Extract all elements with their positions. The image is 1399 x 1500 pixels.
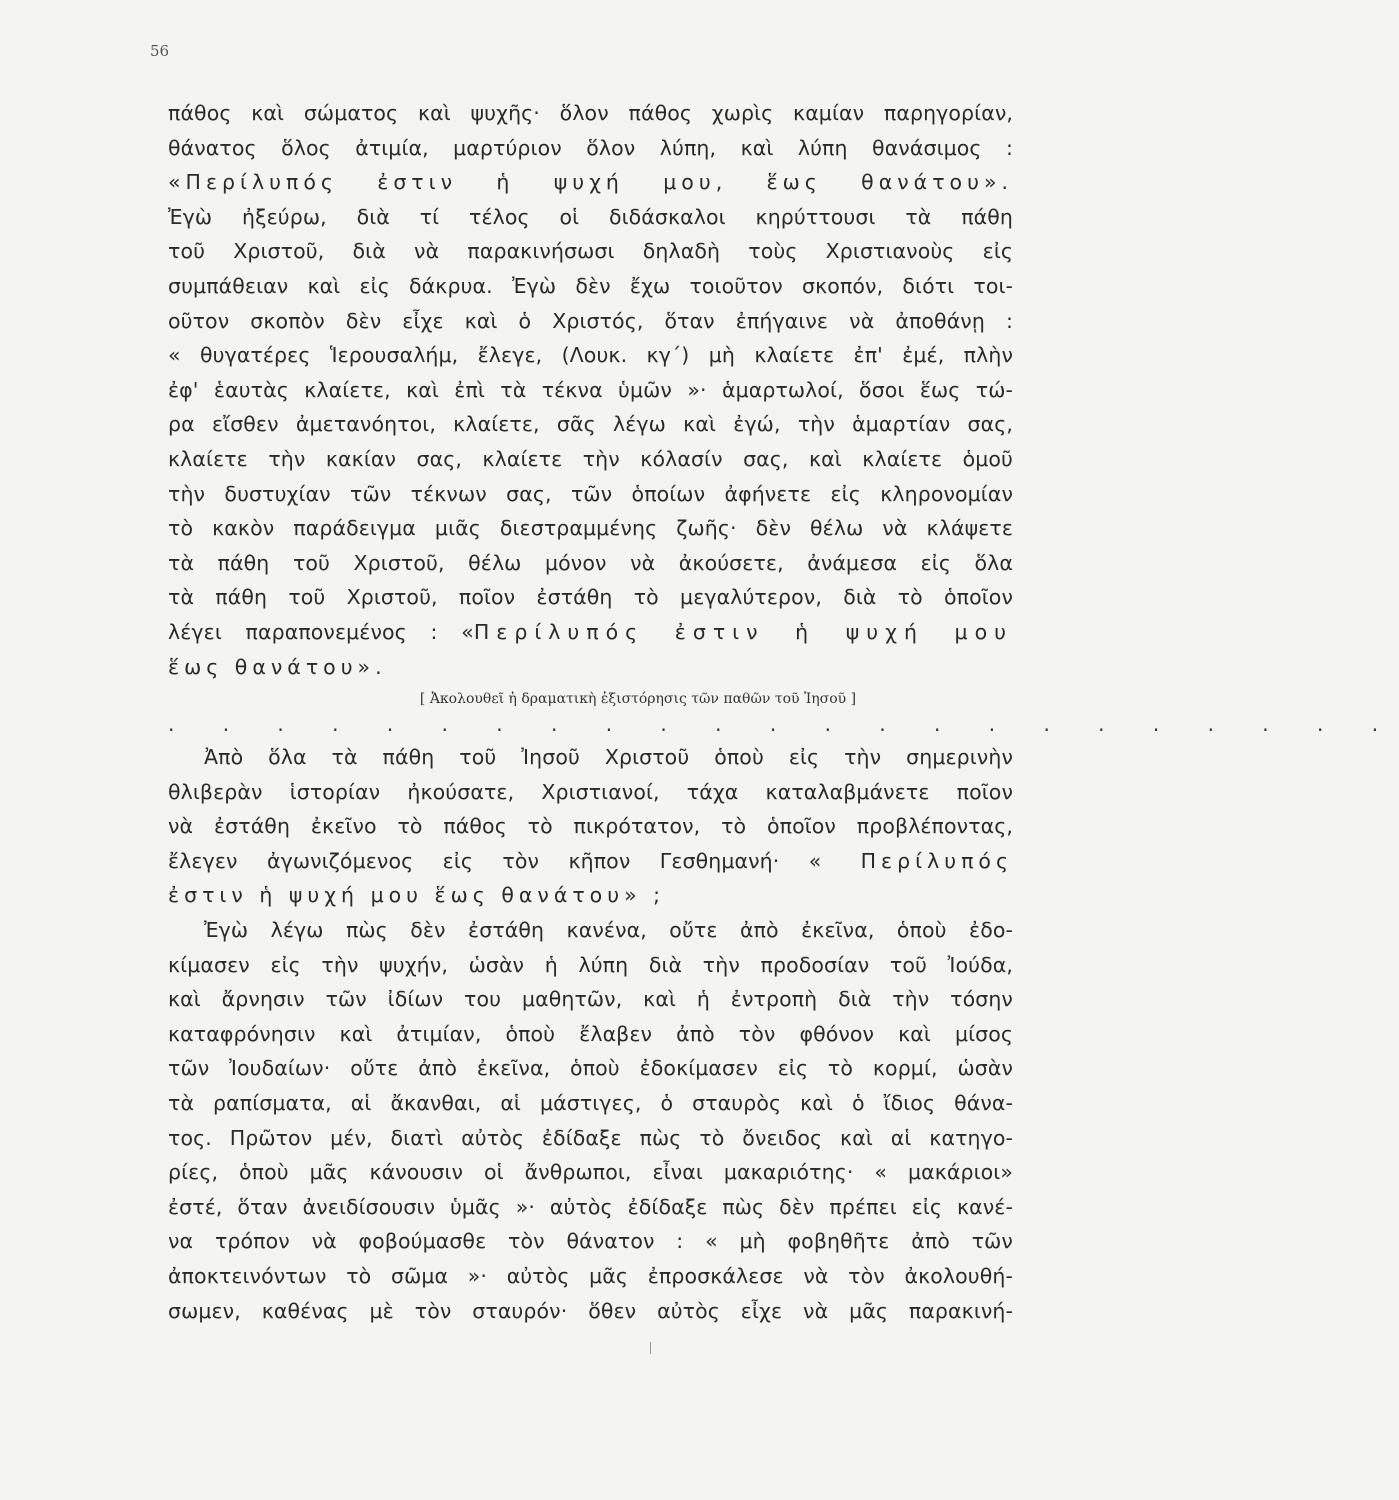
- text-line: σωμεν, καθένας μὲ τὸν σταυρόν· ὅθεν αὐτὸς εἶχε νὰ μᾶς παρακινή-: [168, 1298, 1013, 1323]
- text-line: τὰ πάθη τοῦ Χριστοῦ, θέλω μόνον νὰ ἀκούσετε, ἀνάμεσα εἰς ὅλα: [168, 550, 1013, 575]
- text-line: πάθος καὶ σώματος καὶ ψυχῆς· ὅλον πάθος χωρὶς καμίαν παρηγορίαν,: [168, 101, 1013, 125]
- text-line: τὴν δυστυχίαν τῶν τέκνων σας, τῶν ὁποίων ἀφήνετε εἰς κληρονομίαν: [168, 481, 1013, 506]
- text-line: « θυγατέρες Ἱερουσαλήμ, ἔλεγε, (Λουκ. κγ΄) μὴ κλαίετε ἐπ' ἐμέ, πλὴν: [168, 343, 1013, 368]
- text-line: καὶ ἄρνησιν τῶν ἰδίων του μαθητῶν, καὶ ἡ ἐντροπὴ διὰ τὴν τόσην: [168, 987, 1013, 1012]
- text-line: [168, 844, 1013, 879]
- text-line: ἀποκτεινόντων τὸ σῶμα »· αὐτὸς μᾶς ἐπροσκάλεσε νὰ τὸν ἀκολουθή-: [168, 1264, 1013, 1288]
- text-line: τὰ ραπίσματα, αἱ ἄκανθαι, αἱ μάστιγες, ὁ σταυρὸς καὶ ὁ ἴδιος θάνα-: [168, 1091, 1013, 1116]
- text-line: οῦτον σκοπὸν δὲν εἶχε καὶ ὁ Χριστός, ὅταν ἐπήγαινε νὰ ἀποθάνῃ :: [168, 308, 1013, 333]
- text-line: «Περίλυπός ἐστιν ἡ ψυχή μου, ἕως θανάτου».: [168, 170, 1013, 195]
- text-line: να τρόπον νὰ φοβούμασθε τὸν θάνατον : « μὴ φοβηθῆτε ἀπὸ τῶν: [168, 1229, 1013, 1254]
- text-line: ρίες, ὁποὺ μᾶς κάνουσιν οἱ ἄνθρωποι, εἶναι μακαριότης· « μακάριοι»: [168, 1160, 1013, 1185]
- ellipsis-dots: . . . . . . . . . . . . . . . . . . . . . . .: [168, 712, 1399, 737]
- spaced-quote: Περίλυπός ἐστιν ἡ ψυχή μου: [473, 619, 1013, 644]
- text-line: νὰ ἐστάθη ἐκεῖνο τὸ πάθος τὸ πικρότατον, τὸ ὁποῖον προβλέποντας,: [168, 814, 1013, 839]
- text-line: κίμασεν εἰς τὴν ψυχήν, ὡσὰν ἡ λύπη διὰ τὴν προδοσίαν τοῦ Ἰούδα,: [168, 952, 1013, 977]
- text-run: λέγει παραπονεμένος : «: [168, 619, 474, 644]
- text-line: τῶν Ἰουδαίων· οὔτε ἀπὸ ἐκεῖνα, ὁποὺ ἐδοκίμασεν εἰς τὸ κορμί, ὡσὰν: [168, 1056, 1013, 1081]
- text-line: ἕως θανάτου».: [168, 654, 387, 679]
- section-caption: [ Ἀκολουθεῖ ἡ δραματικὴ ἐξιστόρησις τῶν παθῶν τοῦ Ἰησοῦ ]: [419, 691, 857, 708]
- text-line: Ἐγὼ ἠξεύρω, διὰ τί τέλος οἱ διδάσκαλοι κηρύττουσι τὰ πάθη: [168, 204, 1013, 229]
- page-text: [168, 96, 1399, 1328]
- text-line: τὰ πάθη τοῦ Χριστοῦ, ποῖον ἐστάθη τὸ μεγαλύτερον, διὰ τὸ ὁποῖον: [168, 585, 1013, 610]
- print-mark: [650, 1342, 651, 1354]
- text-line: [168, 615, 1013, 650]
- text-line: Ἀπὸ ὅλα τὰ πάθη τοῦ Ἰησοῦ Χριστοῦ ὁποὺ εἰς τὴν σημερινὴν: [204, 745, 1013, 770]
- text-line: τοῦ Χριστοῦ, διὰ νὰ παρακινήσωσι δηλαδὴ τοὺς Χριστιανοὺς εἰς: [168, 239, 1013, 264]
- text-line: Ἐγὼ λέγω πὼς δὲν ἐστάθη κανένα, οὔτε ἀπὸ ἐκεῖνα, ὁποὺ ἐδο-: [204, 918, 1013, 943]
- text-line: συμπάθειαν καὶ εἰς δάκρυα. Ἐγὼ δὲν ἔχω τοιοῦτον σκοπόν, διότι τοι-: [168, 273, 1013, 298]
- text-line: τὸ κακὸν παράδειγμα μιᾶς διεστραμμένης ζωῆς· δὲν θέλω νὰ κλάψετε: [168, 516, 1013, 541]
- text-line: κλαίετε τὴν κακίαν σας, κλαίετε τὴν κόλασίν σας, καὶ κλαίετε ὁμοῦ: [168, 446, 1013, 471]
- text-line: καταφρόνησιν καὶ ἀτιμίαν, ὁποὺ ἔλαβεν ἀπὸ τὸν φθόνον καὶ μίσος: [168, 1021, 1013, 1046]
- text-line: ρα εἴσθεν ἀμετανόητοι, κλαίετε, σᾶς λέγω καὶ ἐγώ, τὴν ἁμαρτίαν σας,: [168, 412, 1013, 437]
- text-line: θάνατος ὅλος ἀτιμία, μαρτύριον ὅλον λύπη, καὶ λύπη θανάσιμος :: [168, 135, 1013, 160]
- page-number: 56: [150, 42, 170, 60]
- text-line: ἐστέ, ὅταν ἀνειδίσουσιν ὑμᾶς »· αὐτὸς ἐδίδαξε πὼς δὲν πρέπει εἰς κανέ-: [168, 1194, 1013, 1219]
- spaced-quote: « Περίλυπός: [808, 848, 1013, 873]
- text-line: ἐστιν ἡ ψυχή μου ἕως θανάτου» ;: [168, 883, 666, 908]
- text-line: θλιβερὰν ἱστορίαν ἠκούσατε, Χριστιανοί, τάχα καταλαβμάνετε ποῖον: [168, 779, 1013, 804]
- text-run: ἔλεγεν ἀγωνιζόμενος εἰς τὸν κῆπον Γεσθημανή·: [168, 848, 780, 873]
- text-line: ἐφ' ἑαυτὰς κλαίετε, καὶ ἐπὶ τὰ τέκνα ὑμῶν »· ἁμαρτωλοί, ὅσοι ἕως τώ-: [168, 377, 1013, 402]
- text-line: τος. Πρῶτον μέν, διατὶ αὐτὸς ἐδίδαξε πὼς τὸ ὄνειδος καὶ αἱ κατηγο-: [168, 1125, 1013, 1150]
